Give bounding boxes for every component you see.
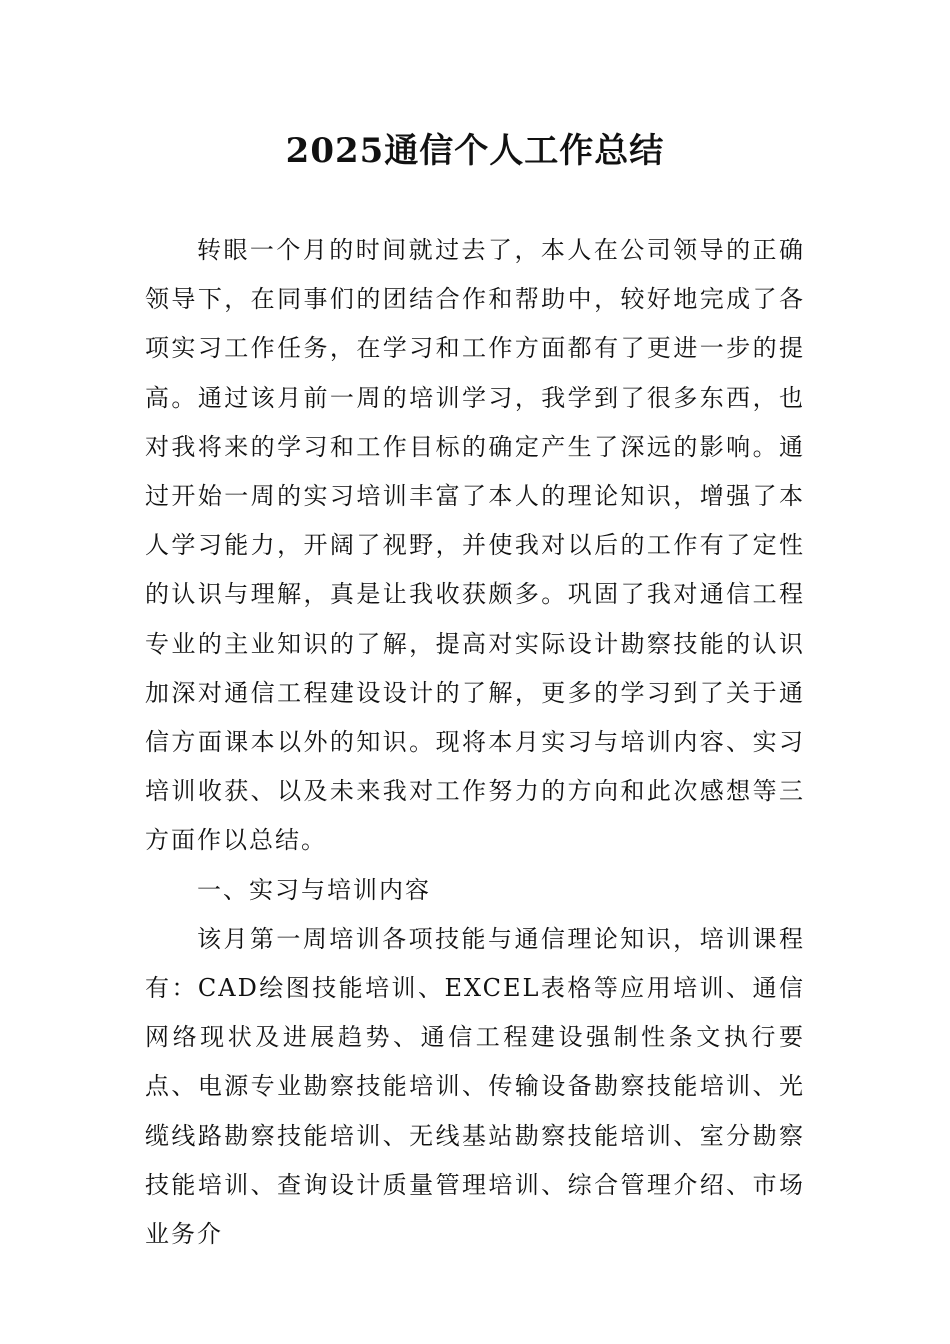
paragraph-training: 该月第一周培训各项技能与通信理论知识，培训课程有：CAD绘图技能培训、EXCEL表格等应用培训、通信网络现状及进展趋势、通信工程建设强制性条文执行要点、电源专业勘察技能培训、传输设备勘察技能培训、光缆线路勘察技能培训、无线基站勘察技能培训、室分勘察技能培训、查询设计质量管理培训、综合管理介绍、市场业务介 bbox=[145, 924, 805, 1249]
section-heading: 一、实习与培训内容 bbox=[197, 875, 431, 904]
document-body bbox=[145, 226, 805, 1259]
document-title: 2025通信个人工作总结 bbox=[285, 131, 665, 171]
paragraph-intro: 转眼一个月的时间就过去了，本人在公司领导的正确领导下，在同事们的团结合作和帮助中，较好地完成了各项实习工作任务，在学习和工作方面都有了更进一步的提高。通过该月前一周的培训学习，我学到了很多东西，也对我将来的学习和工作目标的确定产生了深远的影响。通过开始一周的实习培训丰富了本人的理论知识，增强了本人学习能力，开阔了视野，并使我对以后的工作有了定性的认识与理解，真是让我收获颇多。巩固了我对通信工程专业的主业知识的了解，提高对实际设计勘察技能的认识加深对通信工程建设设计的了解，更多的学习到了关于通信方面课本以外的知识。现将本月实习与培训内容、实习培训收获、以及未来我对工作努力的方向和此次感想等三方面作以总结。 bbox=[145, 236, 805, 855]
